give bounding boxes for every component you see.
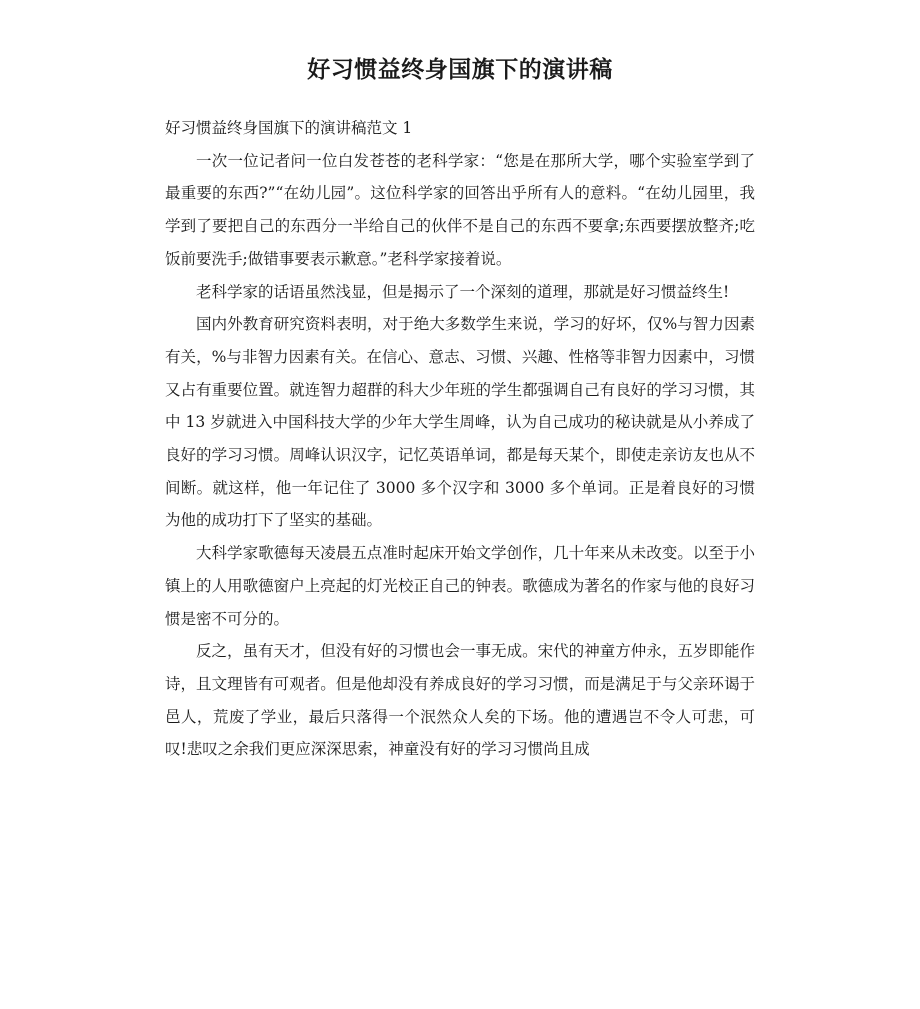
document-subtitle: 好习惯益终身国旗下的演讲稿范文 1	[165, 119, 413, 137]
document-title: 好习惯益终身国旗下的演讲稿	[307, 57, 613, 83]
paragraph-1: 一次一位记者问一位白发苍苍的老科学家：“您是在那所大学，哪个实验室学到了最重要的东西?”“在幼儿园”。这位科学家的回答出乎所有人的意料。“在幼儿园里，我学到了要把自己的东西分一半给自己的伙伴不是自己的东西不要拿;东西要摆放整齐;吃饭前要洗手;做错事要表示歉意。”老科学家接着说。	[165, 151, 755, 268]
document-body	[165, 112, 755, 766]
paragraph-3: 国内外教育研究资料表明，对于绝大多数学生来说，学习的好坏，仅%与智力因素有关，%与非智力因素有关。在信心、意志、习惯、兴趣、性格等非智力因素中，习惯又占有重要位置。就连智力超群的科大少年班的学生都强调自己有良好的学习习惯，其中 13 岁就进入中国科技大学的少年大学生周峰，认为自己成功的秘诀就是从小养成了良好的学习习惯。周峰认识汉字，记忆英语单词，都是每天某个，即使走亲访友也从不间断。就这样，他一年记住了 3000 多个汉字和 3000 多个单词。正是着良好的习惯为他的成功打下了坚实的基础。	[165, 315, 755, 530]
paragraph-5: 反之，虽有天才，但没有好的习惯也会一事无成。宋代的神童方仲永，五岁即能作诗，且文理皆有可观者。但是他却没有养成良好的学习习惯，而是满足于与父亲环谒于邑人，荒废了学业，最后只落得一个泯然众人矣的下场。他的遭遇岂不令人可悲，可叹!悲叹之余我们更应深深思索，神童没有好的学习习惯尚且成	[165, 642, 755, 759]
paragraph-4: 大科学家歌德每天凌晨五点准时起床开始文学创作，几十年来从未改变。以至于小镇上的人用歌德窗户上亮起的灯光校正自己的钟表。歌德成为著名的作家与他的良好习惯是密不可分的。	[165, 544, 755, 628]
paragraph-2: 老科学家的话语虽然浅显，但是揭示了一个深刻的道理，那就是好习惯益终生!	[196, 282, 730, 301]
